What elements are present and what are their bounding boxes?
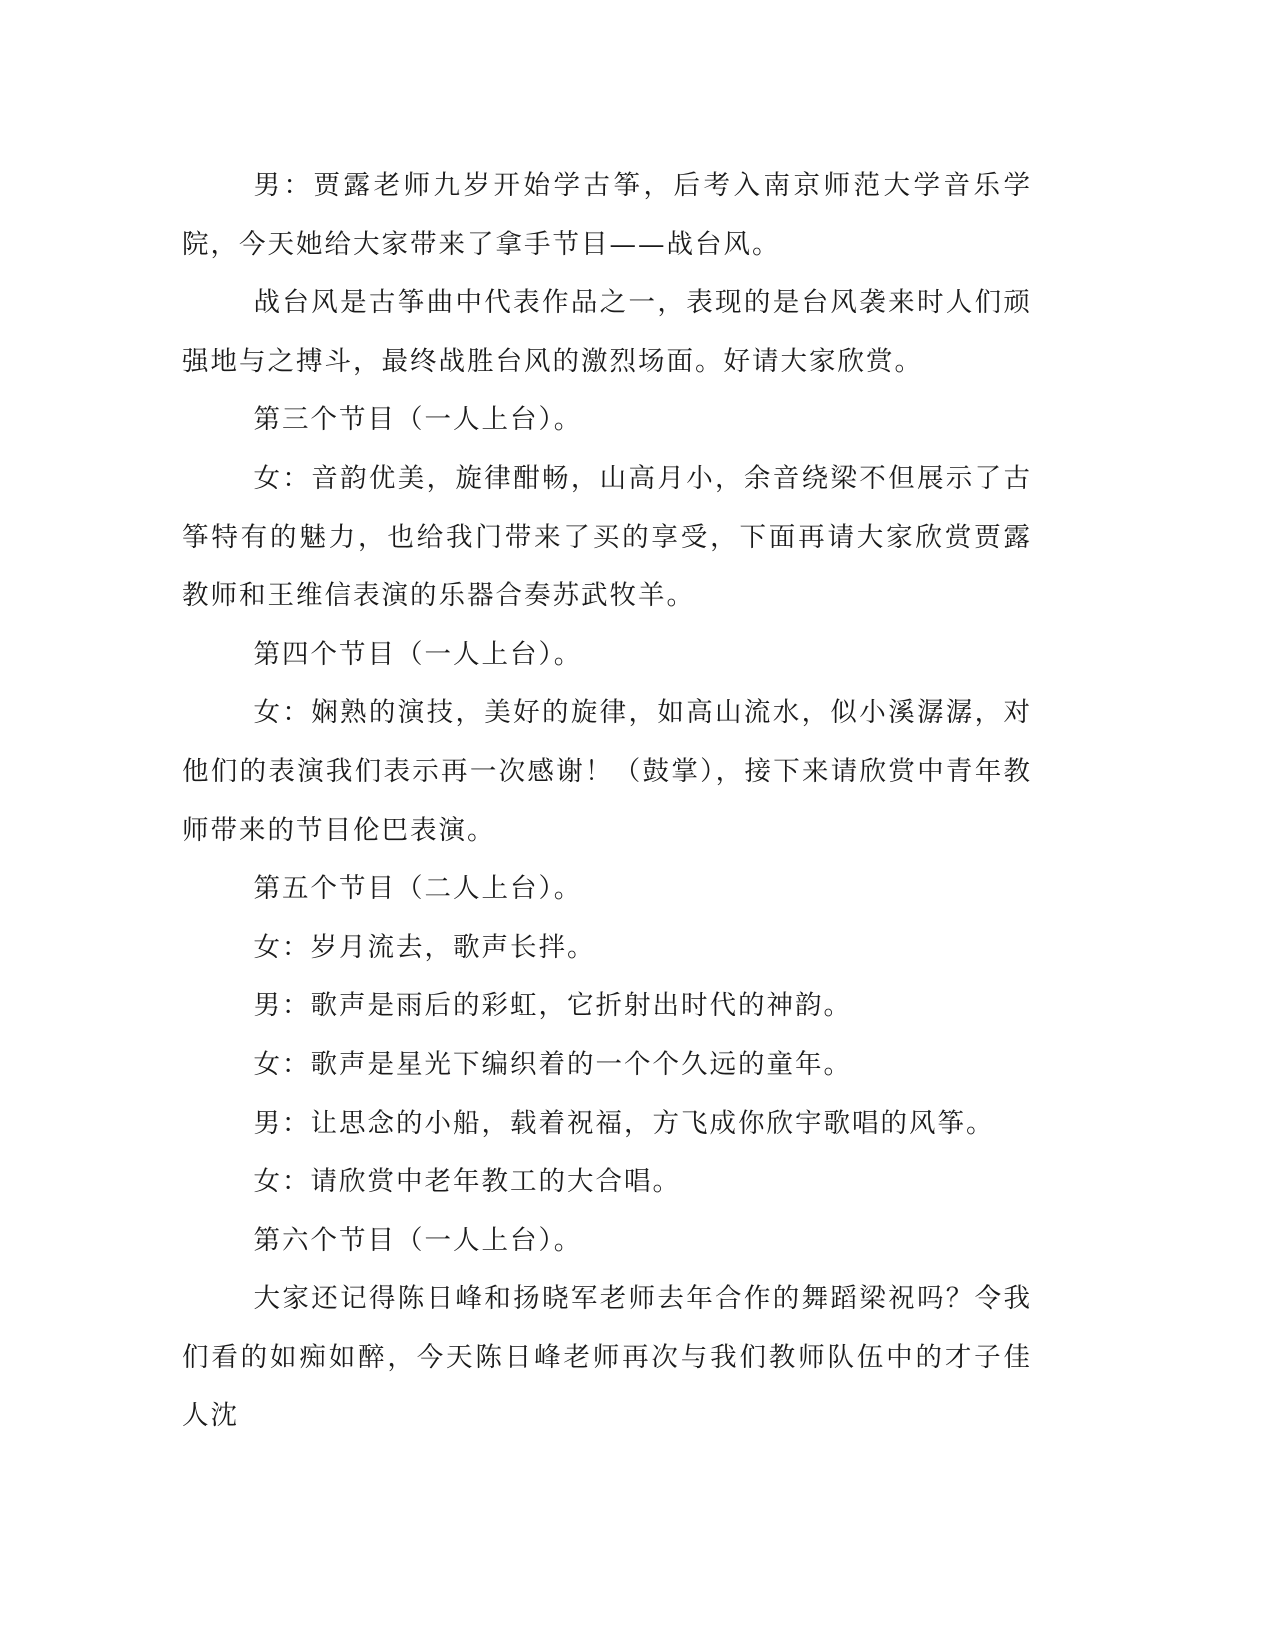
paragraph: 男：贾露老师九岁开始学古筝，后考入南京师范大学音乐学院，今天她给大家带来了拿手节目——战台风。 bbox=[182, 170, 1032, 260]
paragraph: 男：让思念的小船，载着祝福，方飞成你欣宇歌唱的风筝。 bbox=[253, 1107, 995, 1139]
paragraph: 第六个节目（一人上台）。 bbox=[253, 1224, 583, 1256]
paragraph: 大家还记得陈日峰和扬晓军老师去年合作的舞蹈梁祝吗？令我们看的如痴如醉，今天陈日峰老师再次与我们教师队伍中的才子佳人沈 bbox=[182, 1283, 1032, 1432]
paragraph: 女：娴熟的演技，美好的旋律，如高山流水，似小溪潺潺，对他们的表演我们表示再一次感谢！（鼓掌），接下来请欣赏中青年教师带来的节目伦巴表演。 bbox=[182, 697, 1032, 846]
paragraph: 第三个节目（一人上台）。 bbox=[253, 404, 583, 436]
paragraph: 第五个节目（二人上台）。 bbox=[253, 873, 583, 905]
paragraph: 战台风是古筝曲中代表作品之一，表现的是台风袭来时人们顽强地与之搏斗，最终战胜台风的激烈场面。好请大家欣赏。 bbox=[182, 287, 1032, 377]
paragraph: 女：请欣赏中老年教工的大合唱。 bbox=[253, 1166, 682, 1198]
document-body bbox=[182, 157, 1032, 1446]
paragraph: 女：歌声是星光下编织着的一个个久远的童年。 bbox=[253, 1048, 853, 1080]
paragraph: 第四个节目（一人上台）。 bbox=[253, 638, 583, 670]
paragraph: 女：音韵优美，旋律酣畅，山高月小，余音绕梁不但展示了古筝特有的魅力，也给我门带来了买的享受，下面再请大家欣赏贾露教师和王维信表演的乐器合奏苏武牧羊。 bbox=[182, 462, 1032, 612]
paragraph: 男：歌声是雨后的彩虹，它折射出时代的神韵。 bbox=[253, 990, 853, 1022]
paragraph: 女：岁月流去，歌声长拌。 bbox=[253, 931, 596, 963]
